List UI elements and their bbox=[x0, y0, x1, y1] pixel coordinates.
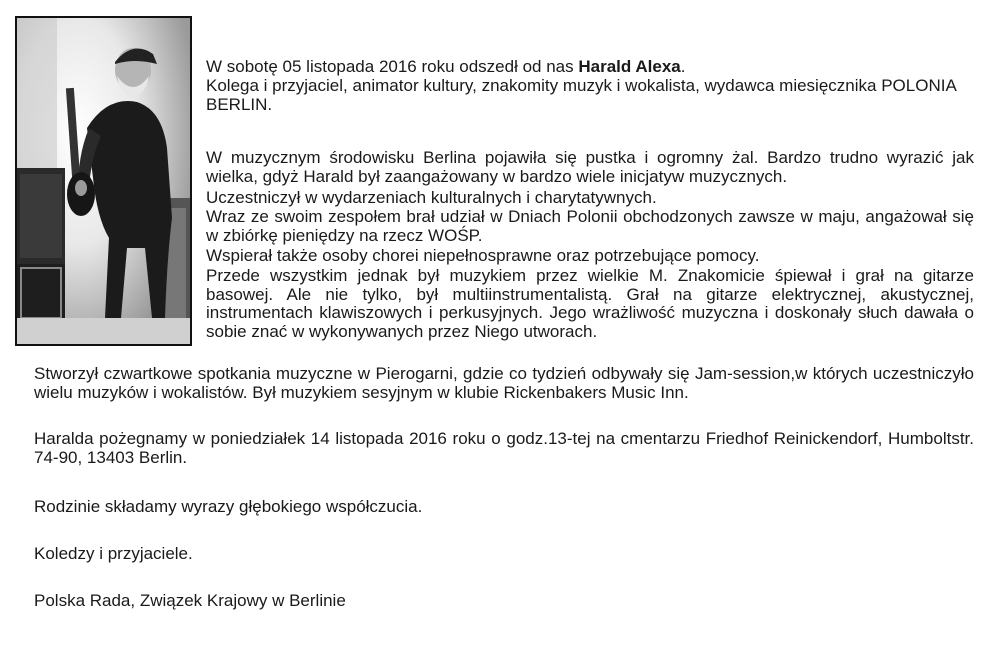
intro-prefix: W sobotę 05 listopada 2016 roku odszedł od nas bbox=[206, 57, 579, 76]
bio-paragraph-2: Uczestniczył w wydarzeniach kulturalnych i charytatywnych. bbox=[206, 188, 657, 207]
signature-council: Polska Rada, Związek Krajowy w Berlinie bbox=[34, 591, 346, 610]
bio-paragraph-1: W muzycznym środowisku Berlina pojawiła się pustka i ogromny żal. Bardzo trudno wyrazić jak wielka, gdyż Harald był zaangażowany w bardzo wiele inicjatyw muzycznych. bbox=[206, 148, 974, 186]
bio-paragraph-5: Przede wszystkim jednak był muzykiem przez wielkie M. Znakomicie śpiewał i grał na gitarze basowej. Ale nie tylko, był multiinstrumentalistą. Grał na gitarze elektrycznej, akustycznej, instrumentach klawiszowych i perkusyjnych. Jego wrażliwość muzyczna i doskonały słuch dawała o sobie znać w wykonywanych przez Niego utworach. bbox=[206, 266, 974, 341]
bio-paragraph-6: Stworzył czwartkowe spotkania muzyczne w Pierogarni, gdzie co tydzień odbywały się Jam-session,w których uczestniczyło wielu muzyków i wokalistów. Był muzykiem sesyjnym w klubie Rickenbakers Music Inn. bbox=[34, 364, 974, 402]
funeral-info: Haralda pożegnamy w poniedziałek 14 listopada 2016 roku o godz.13-tej na cmentarzu Friedhof Reinickendorf, Humboltstr. 74-90, 13403 Berlin. bbox=[34, 429, 974, 467]
intro-line-1 bbox=[206, 58, 974, 77]
condolences: Rodzinie składamy wyrazy głębokiego współczucia. bbox=[34, 497, 423, 516]
deceased-name: Harald Alexa bbox=[578, 57, 681, 76]
intro-line-2: Kolega i przyjaciel, animator kultury, znakomity muzyk i wokalista, wydawca miesięcznika POLONIA BERLIN. bbox=[206, 76, 956, 114]
signature-colleagues: Koledzy i przyjaciele. bbox=[34, 544, 193, 563]
musician-photo bbox=[15, 16, 192, 346]
bio-paragraph-3: Wraz ze swoim zespołem brał udział w Dniach Polonii obchodzonych zawsze w maju, angażował się w zbiórkę pieniędzy na rzecz WOŚP. bbox=[206, 207, 974, 245]
intro-suffix: . bbox=[680, 57, 686, 76]
bio-paragraph-4: Wspierał także osoby chorei niepełnosprawne oraz potrzebujące pomocy. bbox=[206, 246, 760, 265]
